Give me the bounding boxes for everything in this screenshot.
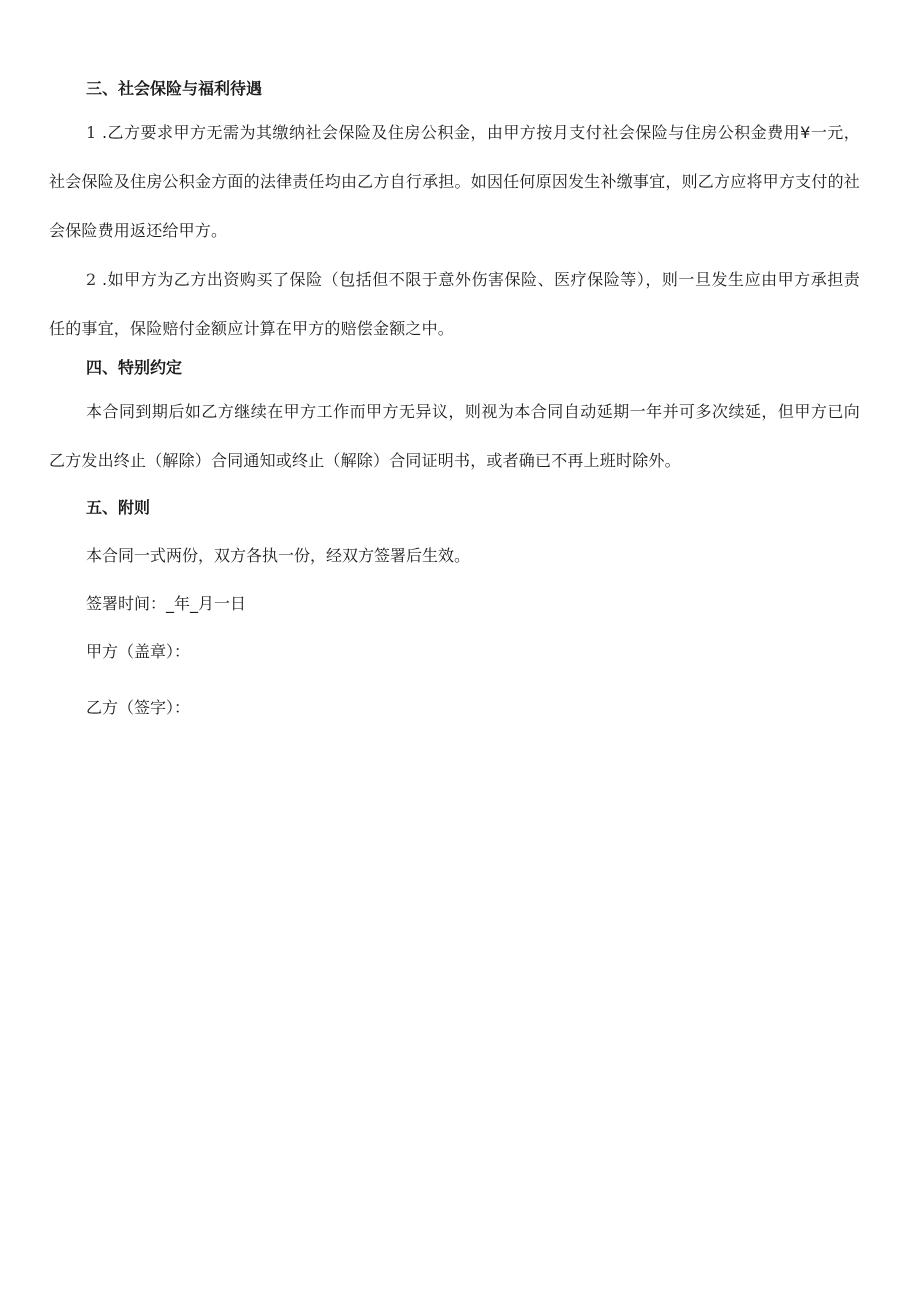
sign-date: 签署时间：_年_月一日 [86, 594, 247, 613]
section-heading-social-insurance: 三、社会保险与福利待遇 [86, 79, 263, 98]
clause-text: .乙方要求甲方无需为其缴纳社会保险及住房公积金，由甲方按月支付社会保险与住房公积金费用¥一元，社会保险及住房公积金方面的法律责任均由乙方自行承担。如因任何原因发生补缴事宜，则乙方应将甲方支付的社会保险费用返还给甲方。 [49, 123, 860, 240]
clause-social-insurance-1 [49, 108, 860, 255]
section-heading-special-terms: 四、特别约定 [86, 358, 183, 377]
clause-number: 1 [86, 123, 97, 142]
clause-social-insurance-2 [49, 255, 860, 353]
clause-special-terms: 本合同到期后如乙方继续在甲方工作而甲方无异议，则视为本合同自动延期一年并可多次续延，但甲方已向乙方发出终止（解除）合同通知或终止（解除）合同证明书，或者确已不再上班时除外。 [49, 402, 860, 470]
section-heading-supplementary: 五、附则 [86, 498, 151, 517]
clause-number: 2 [86, 270, 97, 289]
clause-text: .如甲方为乙方出资购买了保险（包括但不限于意外伤害保险、医疗保险等），则一旦发生应由甲方承担责任的事宜，保险赔付金额应计算在甲方的赔偿金额之中。 [49, 270, 860, 338]
party-a-seal: 甲方（盖章）： [86, 642, 191, 661]
copies-statement: 本合同一式两份，双方各执一份，经双方签署后生效。 [86, 546, 471, 565]
party-b-signature: 乙方（签字）： [86, 698, 191, 717]
